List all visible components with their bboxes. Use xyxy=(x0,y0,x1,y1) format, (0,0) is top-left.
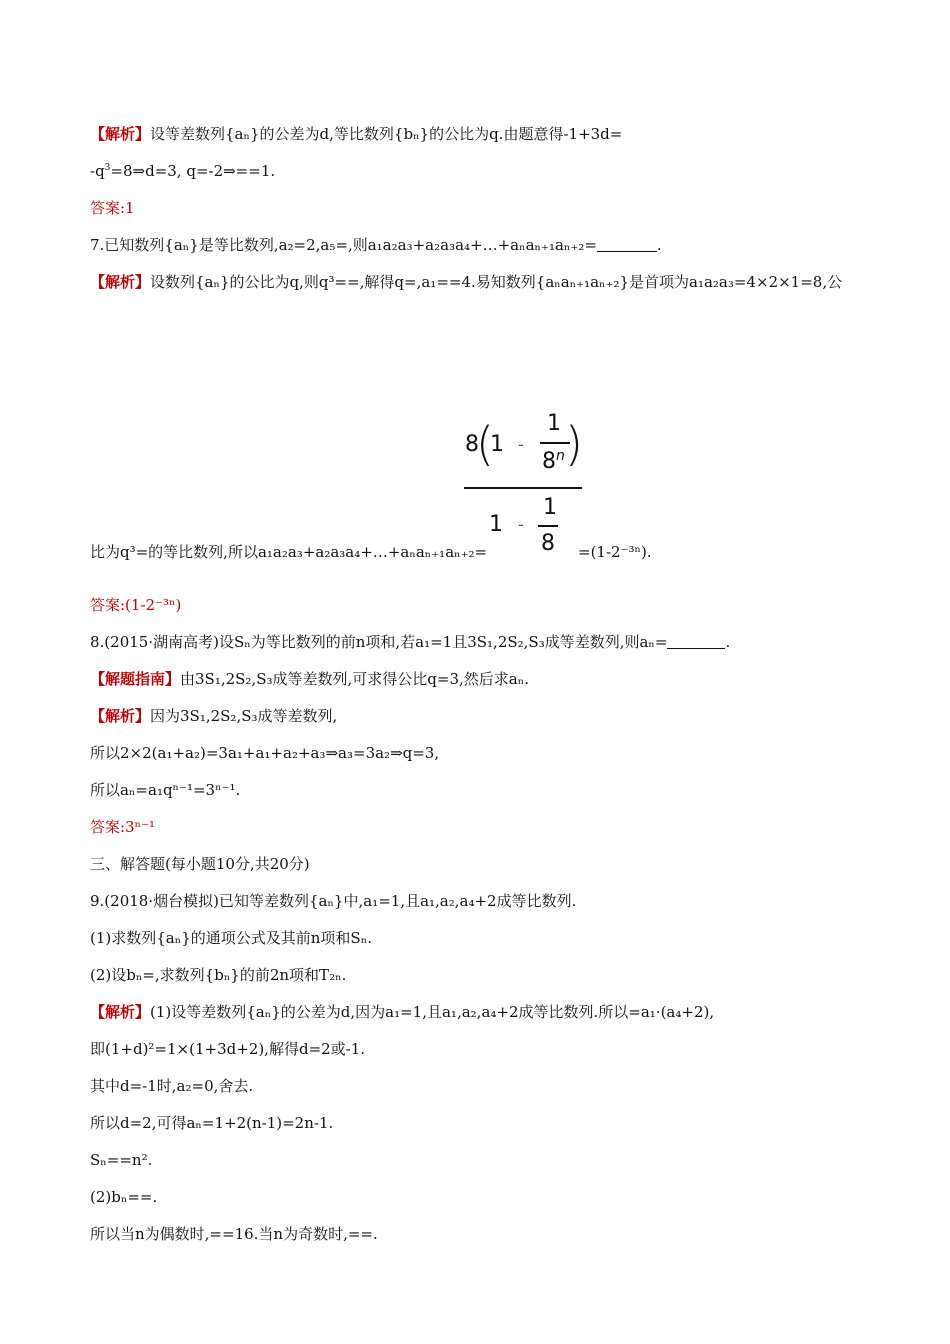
q9-solution-line6: (2)bₙ==. xyxy=(90,1188,158,1206)
q6-solution-line1 xyxy=(90,124,622,144)
q9-solution-line2: 即(1+d)²=1×(1+3d+2),解得d=2或-1. xyxy=(90,1040,366,1058)
solution-tag: 【解析】 xyxy=(90,125,151,143)
q8-solution-line3: 所以aₙ=a₁qⁿ⁻¹=3ⁿ⁻¹. xyxy=(90,781,241,799)
main-fraction-bar xyxy=(464,487,582,489)
answer-blank xyxy=(597,251,657,252)
q9-solution-line3: 其中d=-1时,a₂=0,舍去. xyxy=(90,1077,254,1095)
q6-solution-text1: 设等差数列{aₙ}的公差为d,等比数列{bₙ}的公比为q.由题意得-1+3d= xyxy=(150,125,623,143)
solution-tag: 【解析】 xyxy=(90,273,151,291)
q8-solution-line1: 【解析】因为3S₁,2S₂,S₃成等差数列, xyxy=(90,707,338,725)
guide-tag: 【解题指南】 xyxy=(90,670,181,688)
section-heading: 三、解答题(每小题10分,共20分) xyxy=(90,855,310,873)
q8-answer: 答案:3ⁿ⁻¹ xyxy=(90,818,156,836)
denominator-fraction-bar xyxy=(538,525,558,527)
q9-part2: (2)设bₙ=,求数列{bₙ}的前2n项和T₂ₙ. xyxy=(90,966,347,984)
q6-solution-line2: $-q^3=8\Rightarrow d=3$, q=-2⇒==1. xyxy=(90,162,276,180)
q7-answer: 答案:(1-2⁻³ⁿ) xyxy=(90,596,182,614)
answer-blank xyxy=(667,648,725,649)
q8-guide: 【解题指南】由3S₁,2S₂,S₃成等差数列,可求得公比q=3,然后求aₙ. xyxy=(90,670,529,688)
sum-formula: 8 ( 1 - 1 8 n ) 1 - 1 8 xyxy=(465,411,583,556)
q9-solution-line7: 所以当n为偶数时,==16.当n为奇数时,==. xyxy=(90,1225,378,1243)
q9-solution-line5: Sₙ==n². xyxy=(90,1151,153,1169)
solution-tag: 【解析】 xyxy=(90,1003,151,1021)
q9-solution-line1: 【解析】(1)设等差数列{aₙ}的公差为d,因为a₁=1,且a₁,a₂,a₄+2成等比数列.所以=a₁·(a₄+2), xyxy=(90,1003,715,1021)
q9-question: 9.(2018·烟台模拟)已知等差数列{aₙ}中,a₁=1,且a₁,a₂,a₄+2成等比数列. xyxy=(90,892,577,910)
q7-solution-line2: 比为q³=的等比数列,所以a₁a₂a₃+a₂a₃a₄+…+aₙaₙ₊₁aₙ₊₂= xyxy=(90,543,488,561)
solution-tag: 【解析】 xyxy=(90,707,151,725)
q9-solution-line4: 所以d=2,可得aₙ=1+2(n-1)=2n-1. xyxy=(90,1114,334,1132)
q7-solution-line2-tail: =(1-2⁻³ⁿ). xyxy=(578,543,652,561)
q7-solution-line1: 【解析】设数列{aₙ}的公比为q,则q³==,解得q=,a₁==4.易知数列{aₙaₙ₊₁aₙ₊₂}是首项为a₁a₂a₃=4×2×1=8,公 xyxy=(90,273,843,291)
q8-question: 8.(2015·湖南高考)设Sₙ为等比数列的前n项和,若a₁=1且3S₁,2S₂,S₃成等差数列,则aₙ= . xyxy=(90,633,731,651)
q9-part1: (1)求数列{aₙ}的通项公式及其前n项和Sₙ. xyxy=(90,929,372,947)
q6-answer: 答案:1 xyxy=(90,199,135,217)
q7-question: 7.已知数列{aₙ}是等比数列,a₂=2,a₅=,则a₁a₂a₃+a₂a₃a₄+…+aₙaₙ₊₁aₙ₊₂= . xyxy=(90,236,662,254)
q8-solution-line2: 所以2×2(a₁+a₂)=3a₁+a₁+a₂+a₃⇒a₃=3a₂⇒q=3, xyxy=(90,744,440,762)
